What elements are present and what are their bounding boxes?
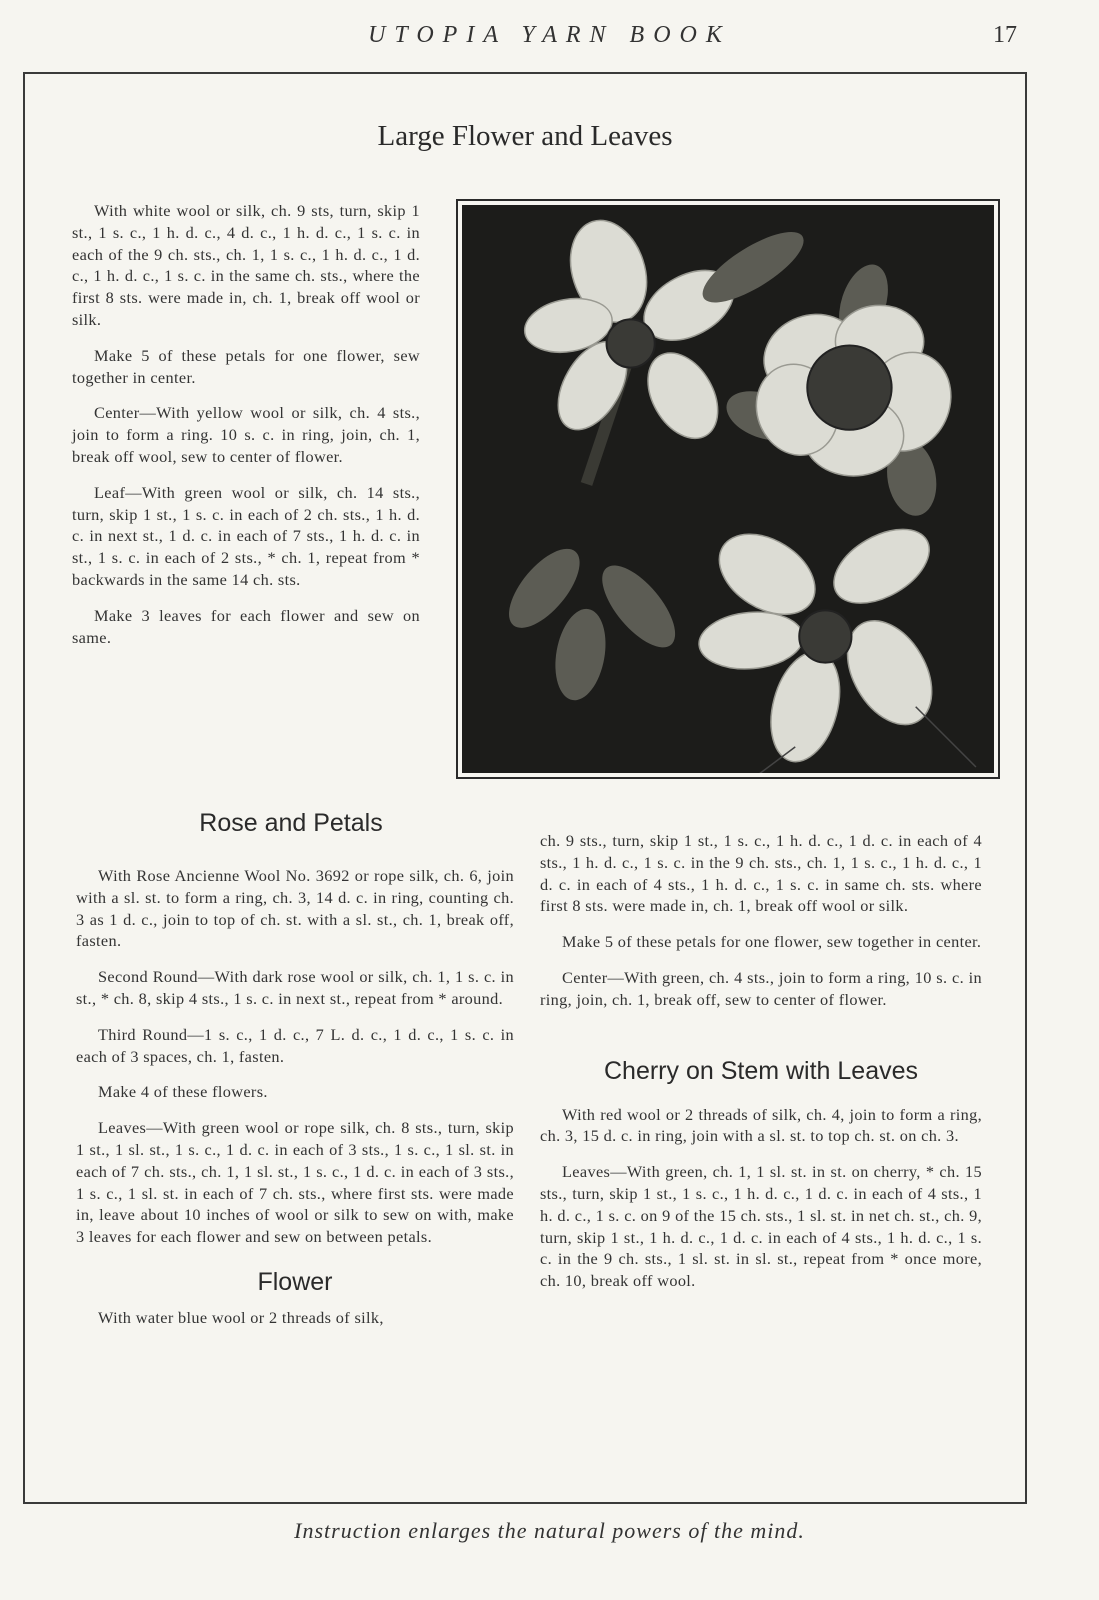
paragraph: With white wool or silk, ch. 9 sts, turn, skip 1 st., 1 s. c., 1 h. d. c., 4 d. c., 1 h. d. c., 1 s. c. in each of the 9 ch. sts., ch. 1, 1 s. c., 1 h. d. c., 1 d. c., 1 h. d. c., 1 s. c. in the same ch. sts., where the first 8 sts. were made in, ch. 1, break off wool or silk. bbox=[72, 201, 420, 329]
left-lower-column bbox=[76, 809, 514, 1343]
flower-center bbox=[807, 345, 891, 429]
large-flower-title: Large Flower and Leaves bbox=[377, 120, 673, 152]
paragraph: Second Round—With dark rose wool or silk, ch. 1, 1 s. c. in st., * ch. 8, skip 4 sts., 1 s. c. in next st., repeat from * around. bbox=[76, 967, 514, 1008]
paragraph: With Rose Ancienne Wool No. 3692 or rope silk, ch. 6, join with a sl. st. to form a ring, ch. 3, 14 d. c. in ring, counting ch. 3 as 1 d. c., join to top of ch. st. with a sl. st., ch. 1, break off, fasten. bbox=[76, 866, 514, 951]
paragraph: Make 4 of these flowers. bbox=[98, 1082, 268, 1102]
page-number: 17 bbox=[993, 22, 1017, 48]
footer-motto: Instruction enlarges the natural powers of the mind. bbox=[294, 1518, 805, 1543]
flower-center bbox=[607, 319, 655, 367]
flower-center bbox=[799, 610, 851, 662]
crochet-flowers-photo bbox=[456, 199, 1000, 779]
paragraph: Leaves—With green, ch. 1, 1 sl. st. in st. on cherry, * ch. 15 sts., turn, skip 1 st., 1 s. c., 1 h. d. c., 1 d. c. in each of 4 sts., 1 h. d. c., 1 s. c. on 9 of the 15 ch. sts., 1 sl. st. in net ch. st., ch. 9, turn, skip 1 st., 1 h. d. c., 1 d. c. in each of 4 sts., 1 h. d. c., 1 s. c. in the 9 ch. sts., 1 sl. st. in sl. st., repeat from * once more, ch. 10, break off wool. bbox=[540, 1162, 982, 1291]
paragraph: ch. 9 sts., turn, skip 1 st., 1 s. c., 1 h. d. c., 1 d. c. in each of 4 sts., 1 h. d. c., 1 s. c. in the 9 ch. sts., ch. 1, 1 s. c., 1 h. d. c., 1 d. c. in each of 4 sts., 1 h. d. c., 1 s. c. in same ch. sts. where first 8 sts. were made in, ch. 1, break off wool or silk. bbox=[540, 831, 982, 916]
paragraph: Leaves—With green wool or rope silk, ch. 8 sts., turn, skip 1 st., 1 sl. st., 1 s. c., 1 d. c. in each of 3 sts., 1 s. c., 1 sl. st. in each of 7 ch. sts., ch. 1, 1 sl. st., 1 s. c., 1 d. c. in each of 3 sts., 1 s. c., 1 sl. st. in each of 7 ch. sts., where first sts. were made in, leave about 10 inches of wool or silk to sew on with, make 3 leaves for each flower and sew on between petals. bbox=[76, 1118, 514, 1247]
paragraph: Center—With green, ch. 4 sts., join to form a ring, 10 s. c. in ring, join, ch. 1, break off, sew to center of flower. bbox=[540, 967, 982, 1009]
large-flower-instructions bbox=[72, 200, 420, 662]
paragraph: Make 5 of these petals for one flower, sew together in center. bbox=[562, 932, 982, 952]
paragraph: With water blue wool or 2 threads of silk, bbox=[98, 1307, 384, 1327]
paragraph: With red wool or 2 threads of silk, ch. 4, join to form a ring, ch. 3, 15 d. c. in ring, join with a sl. st. to top ch. st. on ch. 3. bbox=[540, 1104, 982, 1146]
paragraph: Make 3 leaves for each flower and sew on same. bbox=[72, 605, 420, 647]
flowers-illustration bbox=[462, 205, 994, 773]
paragraph: Make 5 of these petals for one flower, sew together in center. bbox=[72, 345, 420, 387]
paragraph: Third Round—1 s. c., 1 d. c., 7 L. d. c., 1 d. c., 1 s. c. in each of 3 spaces, ch. 1, fasten. bbox=[76, 1024, 514, 1066]
cherry-section-title: Cherry on Stem with Leaves bbox=[603, 1056, 919, 1085]
running-title: UTOPIA YARN BOOK bbox=[368, 22, 731, 48]
rose-section-title: Rose and Petals bbox=[199, 809, 383, 837]
flower-section-title: Flower bbox=[257, 1267, 333, 1296]
paragraph: Center—With yellow wool or silk, ch. 4 sts., join to form a ring. 10 s. c. in ring, join, ch. 1, break off wool, sew to center of flower. bbox=[72, 403, 420, 466]
paragraph: Leaf—With green wool or silk, ch. 14 sts., turn, skip 1 st., 1 s. c. in each of 2 ch. sts., 1 h. d. c. in next st., 1 d. c. in each of 7 sts., 1 h. d. c. in st., 1 s. c. in each of 2 sts., * ch. 1, repeat from * backwards in the same 14 ch. sts. bbox=[72, 482, 420, 589]
right-lower-column bbox=[540, 830, 982, 1306]
